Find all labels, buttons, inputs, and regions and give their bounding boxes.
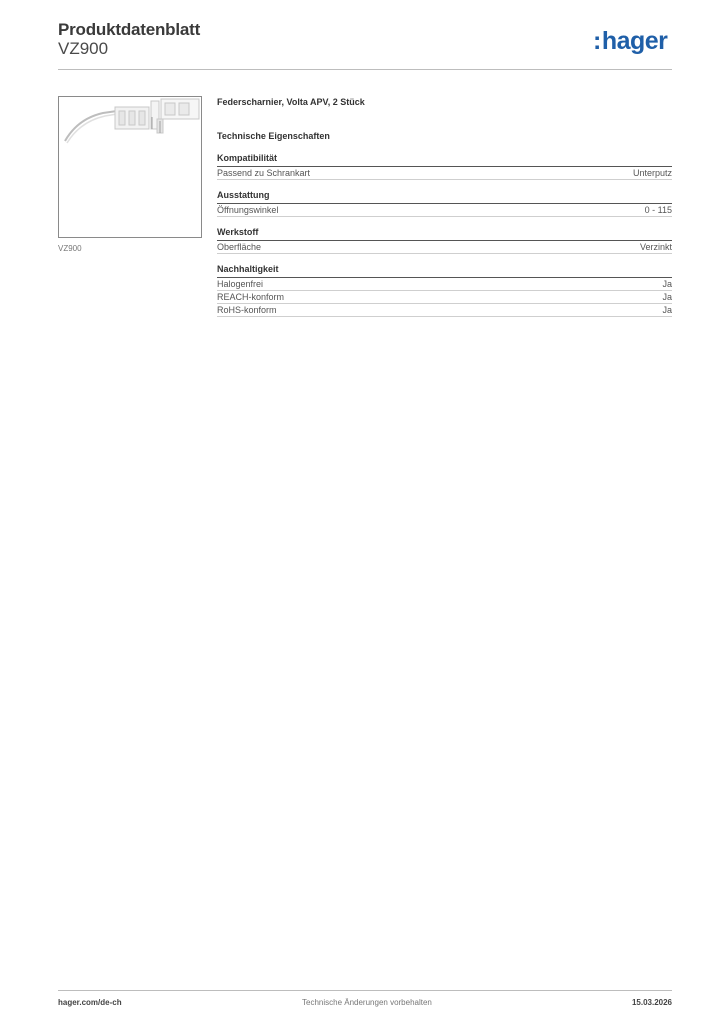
footer-notice: Technische Änderungen vorbehalten <box>302 998 432 1007</box>
table-row <box>217 291 672 304</box>
group-kompatibilitaet <box>217 153 672 180</box>
section-title: Technische Eigenschaften <box>217 131 330 141</box>
hager-logo <box>593 27 667 55</box>
table-row <box>217 241 672 254</box>
group-ausstattung <box>217 190 672 217</box>
product-code: VZ900 <box>58 39 109 58</box>
row-value: Ja <box>662 292 672 302</box>
table-row <box>217 304 672 317</box>
row-label: Passend zu Schrankart <box>217 168 311 178</box>
group-nachhaltigkeit <box>217 264 672 317</box>
footer-date: 15.03.2026 <box>631 998 672 1007</box>
page-title: Produktdatenblatt <box>58 20 201 39</box>
row-label: Öffnungswinkel <box>217 205 279 215</box>
logo-colon-icon: : <box>593 27 601 55</box>
footer-website-link[interactable]: hager.com/de-ch <box>58 998 122 1007</box>
table-row <box>217 278 672 291</box>
row-value: Verzinkt <box>639 242 672 252</box>
group-title: Werkstoff <box>217 227 672 241</box>
logo-text: hager <box>601 27 668 55</box>
row-value: Ja <box>662 305 672 315</box>
group-title: Nachhaltigkeit <box>217 264 672 278</box>
table-row <box>217 204 672 217</box>
image-caption: VZ900 <box>58 244 82 253</box>
row-label: RoHS-konform <box>217 305 277 315</box>
row-value: 0 - 115 <box>644 205 672 215</box>
row-label: REACH-konform <box>217 292 285 302</box>
row-value: Ja <box>662 279 672 289</box>
group-title: Ausstattung <box>217 190 672 204</box>
footer-divider <box>58 990 672 991</box>
group-title: Kompatibilität <box>217 153 672 167</box>
hinge-illustration-icon <box>59 97 201 237</box>
row-value: Unterputz <box>632 168 672 178</box>
row-label: Halogenfrei <box>217 279 264 289</box>
table-row <box>217 167 672 180</box>
header-divider <box>58 69 672 70</box>
group-werkstoff <box>217 227 672 254</box>
product-image <box>58 96 202 238</box>
product-name: Federscharnier, Volta APV, 2 Stück <box>217 97 365 107</box>
spec-table <box>217 97 672 317</box>
row-label: Oberfläche <box>217 242 262 252</box>
